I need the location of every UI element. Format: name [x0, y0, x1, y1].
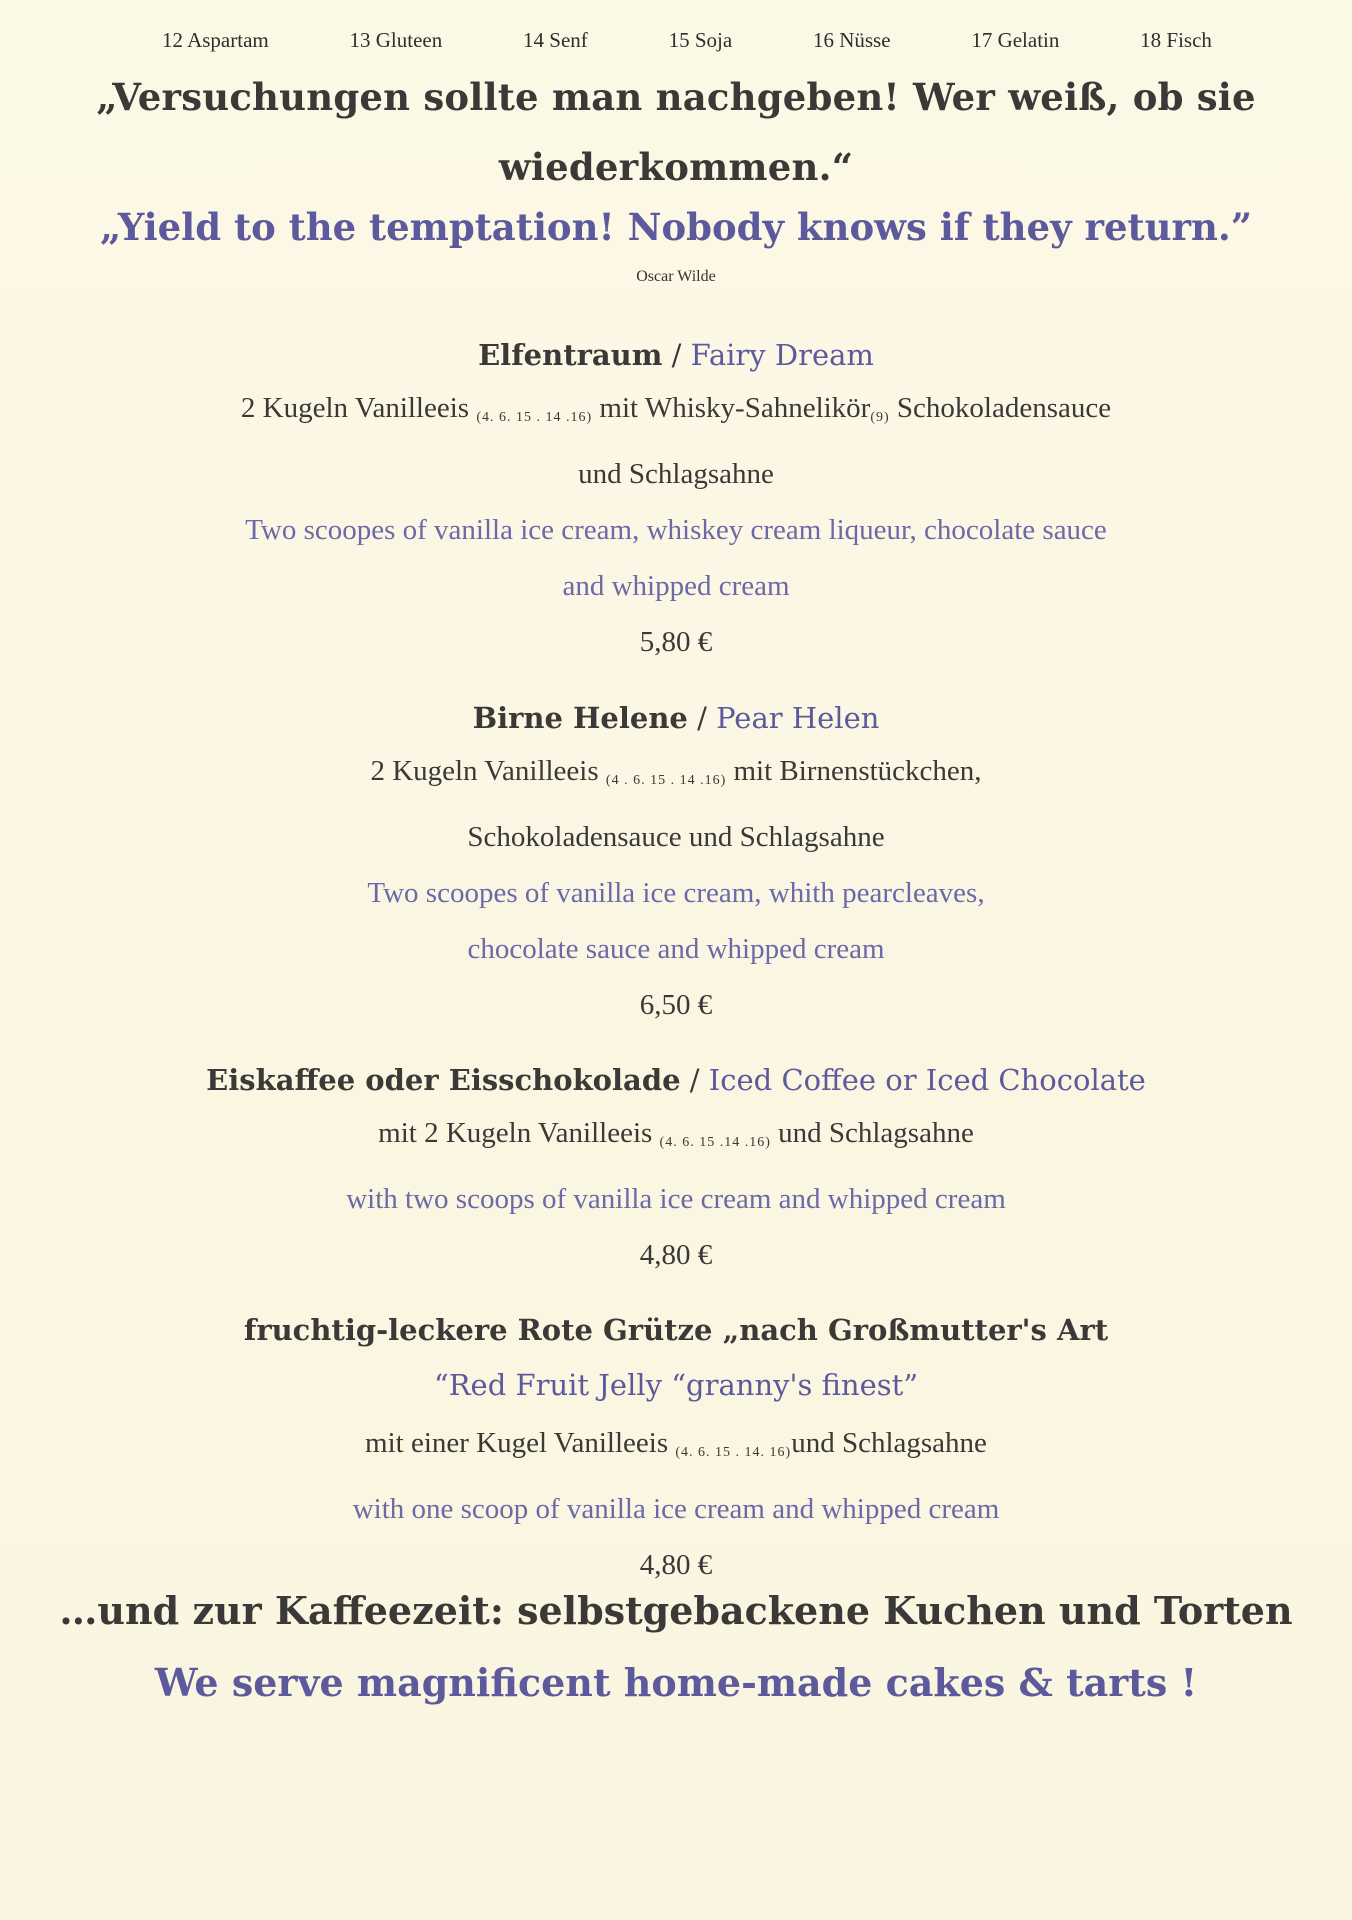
item-price: 5,80 € [639, 626, 713, 658]
item-desc-english-line1: Two scoopes of vanilla ice cream, whiskey cream liqueur, chocolate sauce [245, 514, 1107, 546]
desc-text: und Schlagsahne [791, 1427, 987, 1459]
item-price: 6,50 € [639, 989, 713, 1021]
item-title-english: Iced Coffee or Iced Chocolate [708, 1063, 1146, 1097]
item-title-german: Birne Helene [472, 701, 688, 735]
quote-english: „Yield to the temptation! Nobody knows if they return.” [99, 205, 1253, 249]
item-title-german: Elfentraum [478, 338, 663, 372]
allergen-codes: (4. 6. 15 .14 .16) [659, 1135, 771, 1150]
item-desc-german-line1 [0, 1105, 1352, 1171]
item-desc-english-line2: and whipped cream [562, 570, 790, 602]
desc-text: Schokoladensauce [889, 392, 1112, 424]
item-title-german: Eiskaffee oder Eisschokolade [206, 1063, 681, 1097]
item-title [0, 330, 1352, 380]
desc-text: mit einer Kugel Vanilleeis [365, 1427, 676, 1459]
menu-item-pear-helen [0, 693, 1352, 1033]
desc-text: 2 Kugeln Vanilleeis [370, 755, 606, 787]
allergen-codes: (4. 6. 15 . 14 .16) [476, 410, 593, 425]
item-desc-english-line1: with two scoops of vanilla ice cream and whipped cream [346, 1183, 1006, 1215]
item-title [0, 693, 1352, 743]
item-title-english: Pear Helen [716, 701, 880, 735]
item-desc-german-line2: und Schlagsahne [578, 458, 774, 490]
item-desc-english-line2: chocolate sauce and whipped cream [467, 933, 885, 965]
desc-text: mit Whisky-Sahnelikör [592, 392, 871, 424]
title-separator: / [680, 1063, 709, 1097]
item-title-english: Fairy Dream [690, 338, 874, 372]
footer-english: We serve magnificent home-made cakes & tarts ! [154, 1660, 1198, 1705]
item-desc-english-line1: Two scoopes of vanilla ice cream, whith pearcleaves, [367, 877, 985, 909]
title-separator: / [662, 338, 691, 372]
item-title-german: fruchtig-leckere Rote Grütze „nach Großmutter's Art [243, 1313, 1109, 1347]
allergen-item: 12 Aspartam [162, 28, 269, 52]
allergen-item: 13 Gluteen [349, 28, 443, 52]
item-desc-english-line1: with one scoop of vanilla ice cream and whipped cream [352, 1493, 1000, 1525]
item-desc-german-line1 [0, 380, 1352, 446]
desc-text: und Schlagsahne [770, 1117, 974, 1149]
allergen-item: 15 Soja [668, 28, 733, 52]
allergen-codes: (9) [870, 410, 890, 425]
item-title [0, 1055, 1352, 1105]
item-title-english: “Red Fruit Jelly “granny's finest” [433, 1368, 919, 1402]
item-price: 4,80 € [639, 1239, 713, 1271]
quote-german-line2: wiederkommen.“ [498, 145, 854, 189]
desc-text: 2 Kugeln Vanilleeis [240, 392, 477, 424]
item-price: 4,80 € [639, 1549, 713, 1581]
item-desc-german-line2: Schokoladensauce und Schlagsahne [467, 821, 885, 853]
allergen-codes: (4 . 6. 15 . 14 .16) [605, 773, 727, 788]
allergen-codes: (4. 6. 15 . 14. 16) [675, 1445, 792, 1460]
item-desc-german-line1 [0, 1415, 1352, 1481]
allergen-legend [162, 28, 1212, 53]
quote-german-line1: „Versuchungen sollte man nachgeben! Wer weiß, ob sie [96, 75, 1256, 119]
allergen-item: 14 Senf [523, 28, 588, 52]
desc-text: mit 2 Kugeln Vanilleeis [378, 1117, 660, 1149]
menu-item-red-fruit-jelly [0, 1305, 1352, 1593]
allergen-item: 17 Gelatin [971, 28, 1060, 52]
menu-item-iced-coffee [0, 1055, 1352, 1283]
allergen-item: 18 Fisch [1140, 28, 1212, 52]
quote-german [0, 62, 1352, 202]
allergen-item: 16 Nüsse [812, 28, 891, 52]
menu-item-fairy-dream [0, 330, 1352, 670]
footer-german: …und zur Kaffeezeit: selbstgebackene Kuchen und Torten [59, 1588, 1293, 1633]
title-separator: / [687, 701, 717, 735]
desc-text: mit Birnenstückchen, [726, 755, 982, 787]
quote-author: Oscar Wilde [636, 268, 716, 285]
item-desc-german-line1 [0, 743, 1352, 809]
